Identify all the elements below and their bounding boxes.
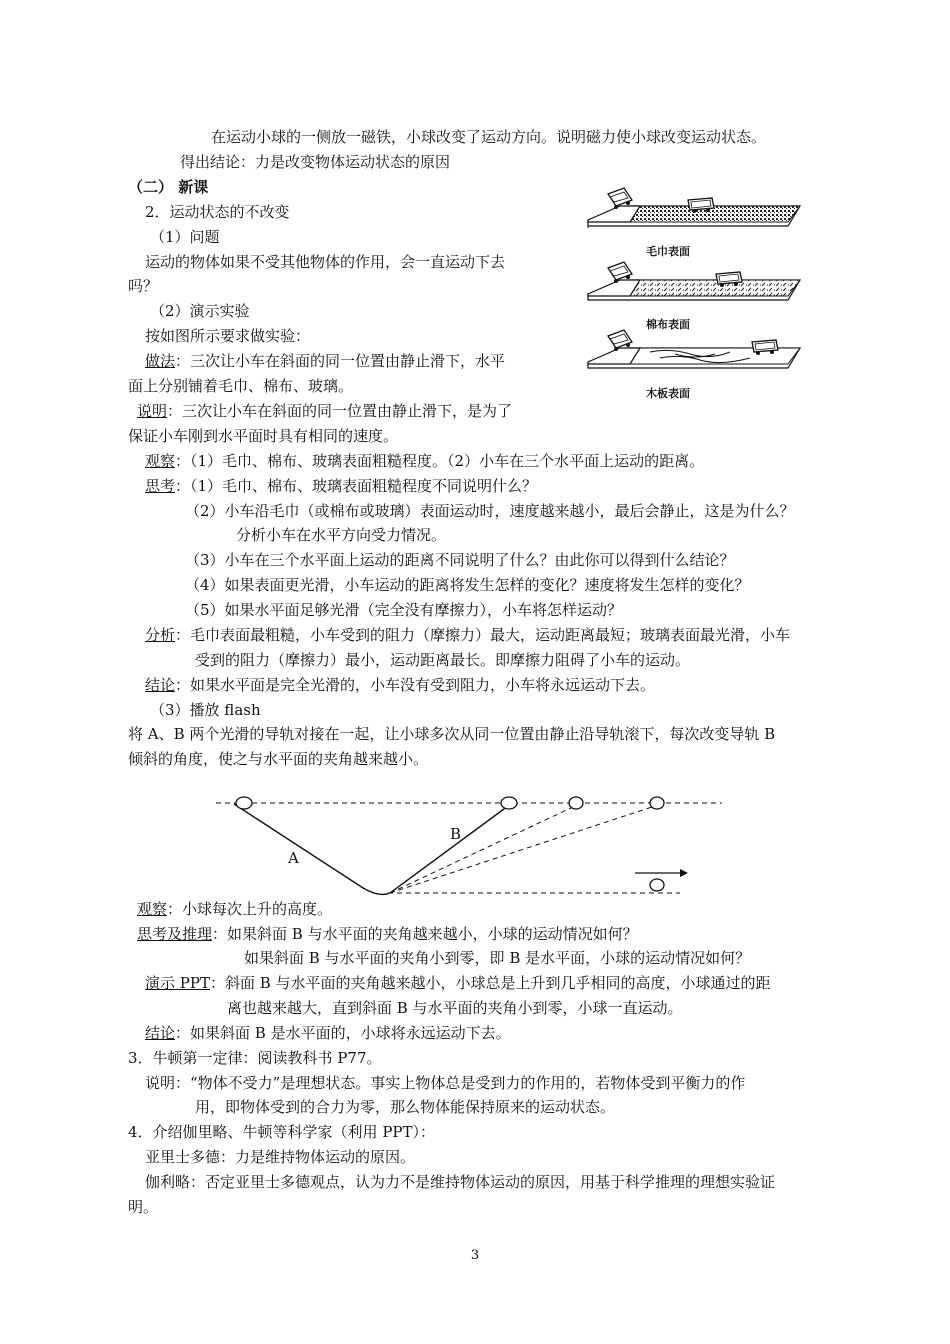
text-line: 结论：如果水平面是完全光滑的，小车没有受到阻力，小车将永远运动下去。: [145, 676, 656, 694]
line-label: 说明: [137, 402, 168, 420]
text-line: 明。: [128, 1198, 159, 1216]
text-line: 将 A、B 两个光滑的导轨对接在一起，让小球多次从同一位置由静止沿导轨滚下，每次改变导轨 B: [128, 725, 776, 743]
text-line: 分析小车在水平方向受力情况。: [236, 526, 447, 544]
arrow-right-icon: [635, 869, 688, 877]
text-line: 面上分别铺着毛巾、棉布、玻璃。: [128, 377, 354, 395]
text-line: 说明：“物体不受力”是理想状态。事实上物体总是受到力的作用的，若物体受到平衡力的作: [145, 1074, 746, 1092]
surface-figure-drawing: [580, 182, 804, 407]
line-label: 思考: [145, 477, 176, 495]
text-line: 观察：小球每次上升的高度。: [137, 900, 333, 918]
text-line: 用，即物体受到的合力为零，那么物体能保持原来的运动状态。: [195, 1098, 616, 1116]
text-line: （5）如果水平面足够光滑（完全没有摩擦力），小车将怎样运动？: [185, 601, 623, 619]
ball: [236, 797, 252, 809]
page-number: 3: [470, 1248, 480, 1263]
track-b: [390, 806, 508, 893]
line-label: 结论: [145, 676, 176, 694]
track-b-label: B: [450, 825, 462, 843]
subsection-heading: 4．介绍伽里略、牛顿等科学家（利用 PPT）：: [128, 1123, 436, 1141]
text-line: 离也越来越大，直到斜面 B 与水平面的夹角小到零，小球一直运动。: [227, 999, 683, 1017]
text-line: 分析：毛巾表面最粗糙，小车受到的阻力（摩擦力）最大，运动距离最短；玻璃表面最光滑，小车: [145, 626, 791, 644]
text-line: 运动的物体如果不受其他物体的作用，会一直运动下去: [145, 253, 506, 271]
text-line: （3）小车在三个水平面上运动的距离不同说明了什么？由此你可以得到什么结论？: [185, 551, 735, 569]
track-a-label: A: [288, 849, 299, 867]
text-line: 倾斜的角度，使之与水平面的夹角越来越小。: [128, 750, 429, 768]
text-line: 演示 PPT：斜面 B 与水平面的夹角越来越小，小球总是上升到几乎相同的高度，小球通过的距: [145, 974, 771, 992]
text-line: 观察：（1）毛巾、棉布、玻璃表面粗糙程度。（2）小车在三个水平面上运动的距离。: [145, 452, 705, 470]
text-line: 得出结论：力是改变物体运动状态的原因: [180, 153, 451, 171]
text-line: 按如图所示要求做实验：: [145, 327, 311, 345]
text-line: 说明：三次让小车在斜面的同一位置由静止滑下，是为了: [137, 402, 513, 420]
text-line: 思考及推理：如果斜面 B 与水平面的夹角越来越小，小球的运动情况如何？: [137, 925, 638, 943]
text-line: 思考：（1）毛巾、棉布、玻璃表面粗糙程度不同说明什么？: [145, 477, 538, 495]
cotton-panel: [588, 262, 800, 300]
text-line: 结论：如果斜面 B 是水平面的，小球将永远运动下去。: [145, 1024, 511, 1042]
ball: [569, 797, 583, 809]
ball: [501, 797, 517, 809]
subsection-heading: 3．牛顿第一定律：阅读教科书 P77。: [128, 1049, 382, 1067]
line-label: 思考及推理: [137, 925, 213, 943]
cotton-caption: 棉布表面: [646, 318, 690, 331]
ramp-figure-drawing: [210, 790, 730, 898]
wood-caption: 木板表面: [646, 387, 690, 400]
line-label: 观察: [145, 452, 176, 470]
line-label: 结论: [145, 1024, 176, 1042]
text-line: （1）问题: [150, 228, 220, 246]
text-line: （4）如果表面更光滑，小车运动的距离将发生怎样的变化？速度将发生怎样的变化？: [185, 576, 750, 594]
text-line: （3）播放 flash: [150, 701, 261, 719]
text-line: 在运动小球的一侧放一磁铁，小球改变了运动方向。说明磁力使小球改变运动状态。: [211, 128, 767, 146]
subsection-heading: 2．运动状态的不改变: [145, 203, 290, 221]
text-line: （2）演示实验: [150, 302, 250, 320]
ball: [650, 879, 664, 891]
text-line: 亚里士多德：力是维持物体运动的原因。: [145, 1148, 416, 1166]
towel-caption: 毛巾表面: [646, 245, 690, 258]
text-line: 如果斜面 B 与水平面的夹角小到零，即 B 是水平面，小球的运动情况如何？: [244, 949, 751, 967]
text-line: 伽利略：否定亚里士多德观点，认为力不是维持物体运动的原因，用基于科学推理的理想实验证: [145, 1173, 776, 1191]
line-label: 做法: [145, 352, 176, 370]
ball: [650, 797, 664, 809]
ramp-figure: [210, 790, 730, 898]
towel-panel: [588, 188, 800, 228]
track-a: [234, 804, 390, 894]
text-line: 受到的阻力（摩擦力）最小，运动距离最长。即摩擦力阻碍了小车的运动。: [195, 651, 691, 669]
text-line: 做法：三次让小车在斜面的同一位置由静止滑下，水平: [145, 352, 506, 370]
line-label: 分析: [145, 626, 176, 644]
line-label: 观察: [137, 900, 168, 918]
wood-panel: [588, 330, 800, 368]
text-line: 吗？: [128, 277, 159, 295]
section-heading: （二） 新课: [128, 178, 209, 196]
surface-figure: [580, 182, 804, 407]
line-label: 演示 PPT: [145, 974, 210, 992]
text-line: （2）小车沿毛巾（或棉布或玻璃）表面运动时，速度越来越小，最后会静止，这是为什么？: [185, 502, 795, 520]
text-line: 保证小车刚到水平面时具有相同的速度。: [128, 427, 399, 445]
